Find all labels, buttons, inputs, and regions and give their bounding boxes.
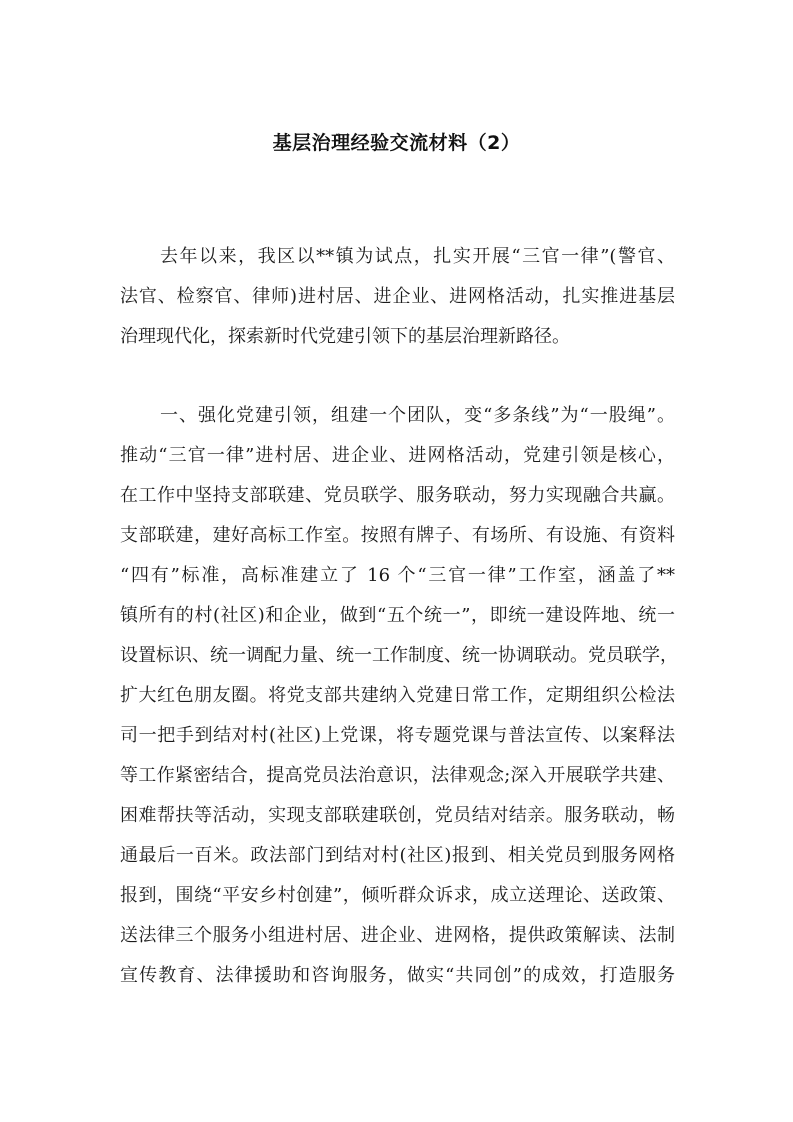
- paragraph-line: 设置标识、统一调配力量、统一工作制度、统一协调联动。党员联学，: [120, 645, 678, 666]
- paragraph-line: 通最后一百米。政法部门到结对村(社区)报到、相关党员到服务网格: [120, 845, 675, 866]
- paragraph-line: 支部联建，建好高标工作室。按照有牌子、有场所、有设施、有资料: [120, 525, 675, 546]
- paragraph-line: 等工作紧密结合，提高党员法治意识，法律观念;深入开展联学共建、: [120, 765, 675, 786]
- paragraph-line: 镇所有的村(社区)和企业，做到“五个统一”，即统一建设阵地、统一: [120, 605, 675, 626]
- paragraph-line: 司一把手到结对村(社区)上党课，将专题党课与普法宣传、以案释法: [120, 725, 675, 746]
- paragraph-line: 扩大红色朋友圈。将党支部共建纳入党建日常工作，定期组织公检法: [120, 685, 675, 706]
- paragraph-section-one: [120, 396, 678, 996]
- document-title: 基层治理经验交流材料（2）: [272, 132, 521, 154]
- paragraph-line: “四有”标准，高标准建立了 16 个“三官一律”工作室，涵盖了**: [120, 565, 675, 586]
- paragraph-intro: [120, 237, 675, 357]
- paragraph-line: 宣传教育、法律援助和咨询服务，做实“共同创”的成效，打造服务: [120, 965, 675, 986]
- paragraph-line: 在工作中坚持支部联建、党员联学、服务联动，努力实现融合共赢。: [120, 485, 675, 506]
- paragraph-line: 送法律三个服务小组进村居、进企业、进网格，提供政策解读、法制: [120, 925, 675, 946]
- paragraph-line: 去年以来，我区以**镇为试点，扎实开展“三官一律”(警官、: [160, 246, 675, 267]
- paragraph-line: 困难帮扶等活动，实现支部联建联创，党员结对结亲。服务联动，畅: [120, 805, 675, 826]
- paragraph-line: 报到，围绕“平安乡村创建”，倾听群众诉求，成立送理论、送政策、: [120, 885, 675, 906]
- paragraph-line: 推动“三官一律”进村居、进企业、进网格活动，党建引领是核心，: [120, 445, 675, 466]
- paragraph-line: 法官、检察官、律师)进村居、进企业、进网格活动，扎实推进基层: [120, 286, 675, 307]
- paragraph-line: 一、强化党建引领，组建一个团队，变“多条线”为“一股绳”。: [160, 405, 675, 426]
- paragraph-line: 治理现代化，探索新时代党建引领下的基层治理新路径。: [120, 326, 570, 347]
